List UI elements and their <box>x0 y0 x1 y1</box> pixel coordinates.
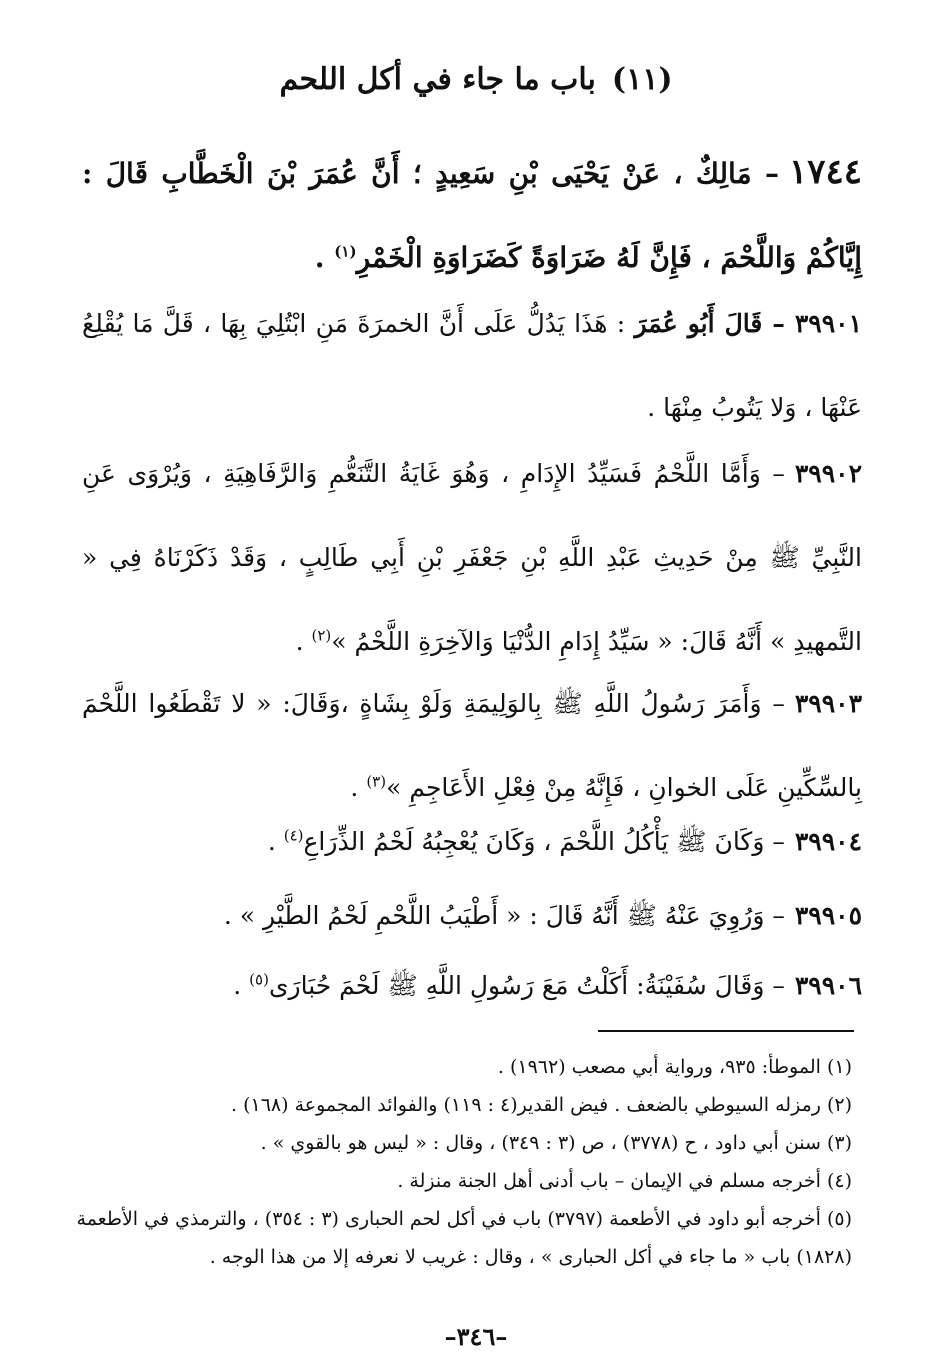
footnote-number: (٣) <box>826 1132 852 1154</box>
paragraph-end: . <box>350 773 367 802</box>
footnote-number: (٢) <box>826 1094 852 1116</box>
footnote-1 <box>72 1048 852 1086</box>
paragraph-number: ٣٩٩٠٤ <box>794 827 862 856</box>
hadith-1744 <box>82 130 862 300</box>
paragraph-end: . <box>233 971 250 1000</box>
footnote-ref: (٤) <box>283 826 304 845</box>
paragraph-39901 <box>82 282 862 450</box>
hadith-number: ١٧٤٤ <box>788 152 862 192</box>
paragraph-lead: – قَالَ أَبُو عُمَرَ <box>634 309 785 338</box>
paragraph-39904 <box>82 800 862 884</box>
page-number: –٣٤٦– <box>444 1322 508 1351</box>
paragraph-text: : هَذَا يَدُلُّ عَلَى أَنَّ الخمرَةَ مَنِ ابْتُلِيَ بِهَا ، قَلَّ مَا يُقْلِعُ عَنْهَا ، وَلا يَتُوبُ مِنْهَا . <box>82 309 862 422</box>
footnote-ref: (٥) <box>249 970 269 989</box>
hadith-text: – مَالِكٌ ، عَنْ يَحْيَى بْنِ سَعِيدٍ ؛ أَنَّ عُمَرَ بْنَ الْخَطَّابِ قَالَ : إِيَّاكُمْ وَاللَّحْمَ ، فَإِنَّ لَهُ ضَرَاوَةً كَضَرَاوَةِ الْخَمْرِ <box>82 157 862 274</box>
chapter-number: (١١) <box>611 62 673 97</box>
paragraph-text: – وَأَمَرَ رَسُولُ اللَّهِ ﷺ بِالوَلِيمَةِ وَلَوْ بِشَاةٍ ،وَقَالَ: « لا تَقْطَعُوا اللَّحْمَ بِالسِّكِّينِ عَلَى الخوانِ ، فَإِنَّهُ مِنْ فِعْلِ الأَعَاجِمِ » <box>82 689 862 802</box>
paragraph-text: – وَقَالَ سُفَيْنَةُ: أَكَلْتُ مَعَ رَسُولِ اللَّهِ ﷺ لَحْمَ حُبَارَى <box>268 971 785 1000</box>
footnote-text: الموطأ: ٩٣٥، ورواية أبي مصعب (١٩٦٢) . <box>497 1056 821 1078</box>
paragraph-text: – وَرُوِيَ عَنْهُ ﷺ أَنَّهُ قَالَ : « أَطْيَبُ اللَّحْمِ لَحْمُ الطَّيْرِ » . <box>223 901 785 930</box>
paragraph-number: ٣٩٩٠٢ <box>794 459 862 488</box>
paragraph-number: ٣٩٩٠٦ <box>794 971 862 1000</box>
footnote-4 <box>72 1162 852 1200</box>
paragraph-number: ٣٩٩٠١ <box>794 309 863 338</box>
footnote-text: رمزله السيوطي بالضعف . فيض القدير(٤ : ١١٩) والفوائد المجموعة (١٦٨) . <box>231 1094 821 1116</box>
footnote-ref: (٣) <box>366 772 387 791</box>
paragraph-number: ٣٩٩٠٥ <box>794 901 862 930</box>
footnote-2 <box>72 1086 852 1124</box>
paragraph-39906 <box>82 944 862 1028</box>
hadith-end: . <box>314 241 335 274</box>
chapter-title <box>0 56 952 104</box>
paragraph-end: . <box>267 827 284 856</box>
footnote-ref: (٢) <box>311 626 332 645</box>
paragraph-text: – وَكَانَ ﷺ يَأْكُلُ اللَّحْمَ ، وَكَانَ يُعْجِبُهُ لَحْمُ الذِّرَاعِ <box>303 827 785 856</box>
footnote-text: أخرجه مسلم في الإيمان – باب أدنى أهل الجنة منزلة . <box>397 1170 821 1192</box>
footnote-text: سنن أبي داود ، ح (٣٧٧٨) ، ص (٣ : ٣٤٩) ، وقال : « ليس هو بالقوي » . <box>260 1132 821 1154</box>
footnote-number: (٥) <box>826 1208 852 1230</box>
paragraph-text: – وَأَمَّا اللَّحْمُ فَسَيِّدُ الإِدَامِ ، وَهُوَ غَايَةُ التَّنَعُّمِ وَالرَّفَاهِيَةِ ، وَيُرْوَى عَنِ النَّبِيِّ ﷺ مِنْ حَدِيثِ عَبْدِ اللَّهِ بْنِ جَعْفَرِ بْنِ أَبِي طَالِبٍ ، وَقَدْ ذَكَرْنَاهُ فِي « التَّمهيدِ » أَنَّهُ قَالَ: « سَيِّدُ إِدَامِ الدُّنْيَا وَالآخِرَةِ اللَّحْمُ » <box>82 459 862 656</box>
paragraph-number: ٣٩٩٠٣ <box>794 689 862 718</box>
footnotes <box>72 1048 852 1276</box>
footnote-number: (٤) <box>826 1170 852 1192</box>
footnote-divider <box>598 1030 854 1032</box>
paragraph-end: . <box>295 627 312 656</box>
footnote-number: (١) <box>826 1056 852 1078</box>
chapter-title-text: باب ما جاء في أكل اللحم <box>279 62 596 97</box>
footnote-text: أخرجه أبو داود في الأطعمة (٣٧٩٧) باب في أكل لحم الحبارى (٣ : ٣٥٤) ، والترمذي في الأطعمة (١٨٢٨) باب « ما جاء في أكل الحبارى » ، وقال : غريب لا نعرفه إلا من هذا الوجه . <box>76 1208 852 1268</box>
footnote-ref: (١) <box>334 242 357 261</box>
footnote-3 <box>72 1124 852 1162</box>
footnote-5 <box>72 1200 852 1276</box>
paragraph-39902 <box>82 432 862 684</box>
